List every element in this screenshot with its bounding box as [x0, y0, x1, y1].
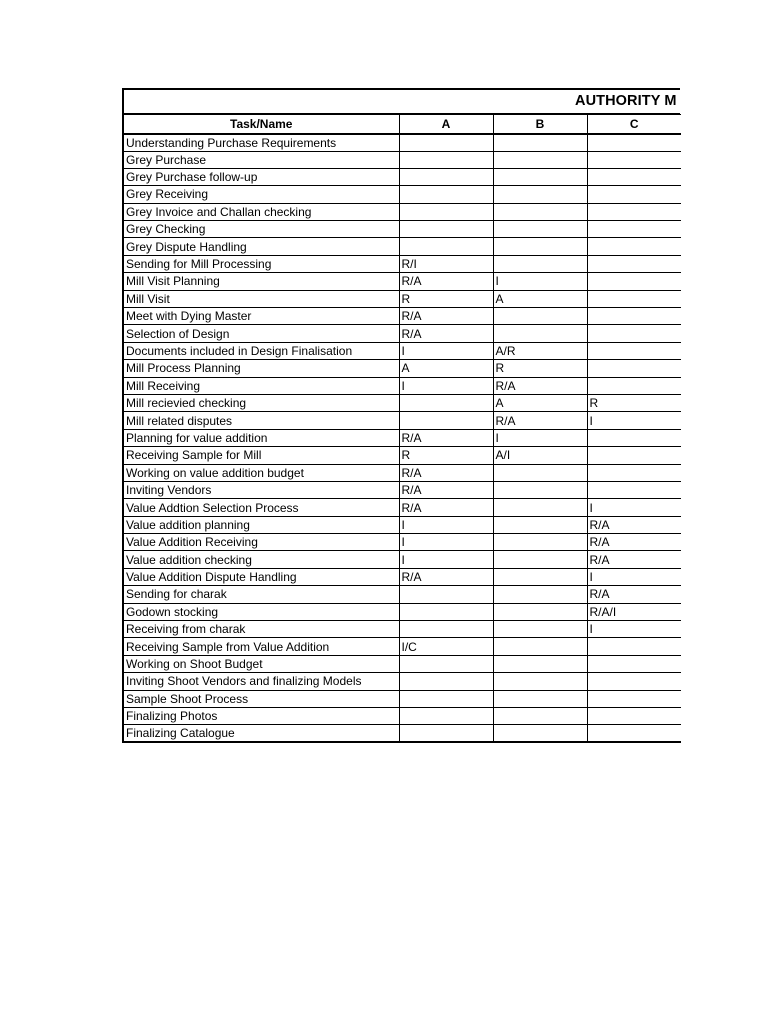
table-row	[123, 134, 681, 152]
cell-a[interactable]: R/A	[399, 499, 493, 516]
column-header-c: C	[587, 115, 681, 134]
cell-b[interactable]: I	[493, 273, 587, 290]
cell-c[interactable]	[587, 638, 681, 655]
table-row	[123, 551, 681, 568]
cell-a[interactable]: I/C	[399, 638, 493, 655]
cell-b[interactable]: A/I	[493, 447, 587, 464]
table-row	[123, 655, 681, 672]
table-row	[123, 290, 681, 307]
cell-a[interactable]	[399, 203, 493, 220]
cell-c[interactable]	[587, 255, 681, 272]
cell-c[interactable]: R/A	[587, 534, 681, 551]
cell-c[interactable]: R/A	[587, 551, 681, 568]
cell-b[interactable]	[493, 221, 587, 238]
table-row	[123, 464, 681, 481]
cell-b[interactable]	[493, 673, 587, 690]
cell-c[interactable]: I	[587, 412, 681, 429]
cell-a[interactable]	[399, 621, 493, 638]
cell-b[interactable]	[493, 534, 587, 551]
cell-b[interactable]	[493, 516, 587, 533]
cell-b[interactable]: R/A	[493, 377, 587, 394]
table-row	[123, 308, 681, 325]
task-cell[interactable]: Receiving Sample for Mill	[123, 447, 399, 464]
table-row	[123, 342, 681, 359]
table-row	[123, 603, 681, 620]
cell-c[interactable]	[587, 186, 681, 203]
table-row	[123, 394, 681, 411]
cell-b[interactable]	[493, 603, 587, 620]
table-row	[123, 238, 681, 255]
table-row	[123, 447, 681, 464]
cell-a[interactable]: R/A	[399, 464, 493, 481]
table-row	[123, 221, 681, 238]
table-row	[123, 168, 681, 185]
cell-a[interactable]: R/I	[399, 255, 493, 272]
task-cell[interactable]: Working on value addition budget	[123, 464, 399, 481]
cell-b[interactable]: R	[493, 360, 587, 377]
cell-a[interactable]: I	[399, 551, 493, 568]
task-cell[interactable]: Grey Receiving	[123, 186, 399, 203]
cell-a[interactable]	[399, 655, 493, 672]
cell-b[interactable]	[493, 655, 587, 672]
cell-c[interactable]: I	[587, 568, 681, 585]
cell-b[interactable]	[493, 203, 587, 220]
cell-c[interactable]	[587, 464, 681, 481]
table-row	[123, 151, 681, 168]
cell-c[interactable]	[587, 377, 681, 394]
cell-a[interactable]	[399, 725, 493, 743]
task-cell[interactable]: Value Addition Dispute Handling	[123, 568, 399, 585]
table-row	[123, 499, 681, 516]
table-row	[123, 360, 681, 377]
task-cell[interactable]: Grey Invoice and Challan checking	[123, 203, 399, 220]
cell-b[interactable]: A	[493, 394, 587, 411]
cell-c[interactable]	[587, 308, 681, 325]
cell-b[interactable]	[493, 586, 587, 603]
table-row	[123, 325, 681, 342]
table-row	[123, 429, 681, 446]
cell-a[interactable]: R/A	[399, 481, 493, 498]
table-row	[123, 725, 681, 743]
table-row	[123, 673, 681, 690]
cell-a[interactable]	[399, 186, 493, 203]
task-cell[interactable]: Mill Receiving	[123, 377, 399, 394]
table-row	[123, 377, 681, 394]
cell-c[interactable]: I	[587, 621, 681, 638]
cell-c[interactable]	[587, 447, 681, 464]
cell-a[interactable]: I	[399, 377, 493, 394]
task-cell[interactable]: Godown stocking	[123, 603, 399, 620]
task-cell[interactable]: Grey Dispute Handling	[123, 238, 399, 255]
task-cell[interactable]: Grey Purchase	[123, 151, 399, 168]
cell-a[interactable]: R	[399, 447, 493, 464]
cell-b[interactable]	[493, 151, 587, 168]
cell-a[interactable]: I	[399, 516, 493, 533]
table-row	[123, 621, 681, 638]
cell-a[interactable]: R/A	[399, 273, 493, 290]
task-cell[interactable]: Finalizing Photos	[123, 708, 399, 725]
column-header-b: B	[493, 115, 587, 134]
task-cell[interactable]: Selection of Design	[123, 325, 399, 342]
column-header-a: A	[399, 115, 493, 134]
cell-a[interactable]	[399, 708, 493, 725]
cell-c[interactable]	[587, 655, 681, 672]
cell-b[interactable]	[493, 725, 587, 743]
table-row	[123, 186, 681, 203]
cell-a[interactable]: I	[399, 534, 493, 551]
cell-b[interactable]	[493, 464, 587, 481]
table-row	[123, 273, 681, 290]
task-cell[interactable]: Value Addition Receiving	[123, 534, 399, 551]
cell-b[interactable]: A	[493, 290, 587, 307]
cell-c[interactable]	[587, 134, 681, 152]
cell-c[interactable]	[587, 481, 681, 498]
table-row	[123, 255, 681, 272]
table-row	[123, 638, 681, 655]
cell-a[interactable]: R/A	[399, 325, 493, 342]
cell-a[interactable]	[399, 151, 493, 168]
cell-a[interactable]	[399, 221, 493, 238]
task-cell[interactable]: Grey Checking	[123, 221, 399, 238]
table-row	[123, 708, 681, 725]
table-row	[123, 586, 681, 603]
header-row	[123, 115, 681, 134]
cell-b[interactable]	[493, 238, 587, 255]
cell-a[interactable]: R/A	[399, 568, 493, 585]
cell-c[interactable]	[587, 203, 681, 220]
task-cell[interactable]: Sample Shoot Process	[123, 690, 399, 707]
title-row	[122, 88, 680, 114]
cell-b[interactable]: A/R	[493, 342, 587, 359]
sheet-title: AUTHORITY M	[575, 93, 677, 109]
task-cell[interactable]: Sending for Mill Processing	[123, 255, 399, 272]
cell-c[interactable]: R	[587, 394, 681, 411]
cell-b[interactable]	[493, 621, 587, 638]
cell-b[interactable]	[493, 134, 587, 152]
cell-b[interactable]	[493, 708, 587, 725]
task-cell[interactable]: Working on Shoot Budget	[123, 655, 399, 672]
task-cell[interactable]: Finalizing Catalogue	[123, 725, 399, 743]
cell-a[interactable]	[399, 586, 493, 603]
cell-b[interactable]	[493, 255, 587, 272]
task-cell[interactable]: Mill Process Planning	[123, 360, 399, 377]
cell-c[interactable]	[587, 168, 681, 185]
cell-a[interactable]	[399, 134, 493, 152]
cell-b[interactable]	[493, 638, 587, 655]
cell-a[interactable]: R/A	[399, 308, 493, 325]
authority-matrix-sheet	[122, 88, 680, 743]
task-cell[interactable]: Meet with Dying Master	[123, 308, 399, 325]
cell-c[interactable]	[587, 342, 681, 359]
cell-b[interactable]	[493, 481, 587, 498]
cell-b[interactable]	[493, 551, 587, 568]
cell-c[interactable]	[587, 151, 681, 168]
cell-a[interactable]: R	[399, 290, 493, 307]
task-cell[interactable]: Grey Purchase follow-up	[123, 168, 399, 185]
cell-b[interactable]: I	[493, 429, 587, 446]
cell-c[interactable]: R/A	[587, 516, 681, 533]
cell-a[interactable]	[399, 168, 493, 185]
task-cell[interactable]: Value addition planning	[123, 516, 399, 533]
table-row	[123, 481, 681, 498]
authority-matrix-table	[122, 114, 681, 743]
table-row	[123, 203, 681, 220]
cell-b[interactable]	[493, 568, 587, 585]
table-row	[123, 568, 681, 585]
cell-a[interactable]	[399, 238, 493, 255]
cell-c[interactable]	[587, 290, 681, 307]
task-cell[interactable]: Mill Visit Planning	[123, 273, 399, 290]
task-cell[interactable]: Receiving from charak	[123, 621, 399, 638]
task-cell[interactable]: Mill recievied checking	[123, 394, 399, 411]
cell-b[interactable]	[493, 168, 587, 185]
cell-c[interactable]	[587, 429, 681, 446]
table-row	[123, 516, 681, 533]
task-cell[interactable]: Receiving Sample from Value Addition	[123, 638, 399, 655]
cell-c[interactable]	[587, 221, 681, 238]
cell-a[interactable]	[399, 603, 493, 620]
cell-b[interactable]: R/A	[493, 412, 587, 429]
task-cell[interactable]: Mill Visit	[123, 290, 399, 307]
column-header-task: Task/Name	[123, 115, 399, 134]
task-cell[interactable]: Value addition checking	[123, 551, 399, 568]
cell-a[interactable]: I	[399, 342, 493, 359]
task-cell[interactable]: Value Addtion Selection Process	[123, 499, 399, 516]
task-cell[interactable]: Inviting Shoot Vendors and finalizing Models	[123, 673, 399, 690]
task-cell[interactable]: Mill related disputes	[123, 412, 399, 429]
task-cell[interactable]: Documents included in Design Finalisation	[123, 342, 399, 359]
cell-b[interactable]	[493, 308, 587, 325]
cell-c[interactable]	[587, 725, 681, 743]
cell-c[interactable]	[587, 238, 681, 255]
cell-c[interactable]: R/A	[587, 586, 681, 603]
task-cell[interactable]: Planning for value addition	[123, 429, 399, 446]
cell-c[interactable]	[587, 360, 681, 377]
cell-a[interactable]	[399, 690, 493, 707]
cell-c[interactable]	[587, 273, 681, 290]
cell-a[interactable]	[399, 394, 493, 411]
table-row	[123, 534, 681, 551]
task-cell[interactable]: Understanding Purchase Requirements	[123, 134, 399, 152]
cell-a[interactable]	[399, 673, 493, 690]
cell-c[interactable]	[587, 690, 681, 707]
cell-c[interactable]	[587, 673, 681, 690]
cell-b[interactable]	[493, 690, 587, 707]
task-cell[interactable]: Inviting Vendors	[123, 481, 399, 498]
cell-c[interactable]: I	[587, 499, 681, 516]
cell-c[interactable]	[587, 325, 681, 342]
cell-c[interactable]: R/A/I	[587, 603, 681, 620]
task-cell[interactable]: Sending for charak	[123, 586, 399, 603]
cell-b[interactable]	[493, 499, 587, 516]
table-row	[123, 412, 681, 429]
cell-a[interactable]: A	[399, 360, 493, 377]
cell-b[interactable]	[493, 186, 587, 203]
cell-b[interactable]	[493, 325, 587, 342]
cell-a[interactable]	[399, 412, 493, 429]
table-row	[123, 690, 681, 707]
cell-a[interactable]: R/A	[399, 429, 493, 446]
cell-c[interactable]	[587, 708, 681, 725]
